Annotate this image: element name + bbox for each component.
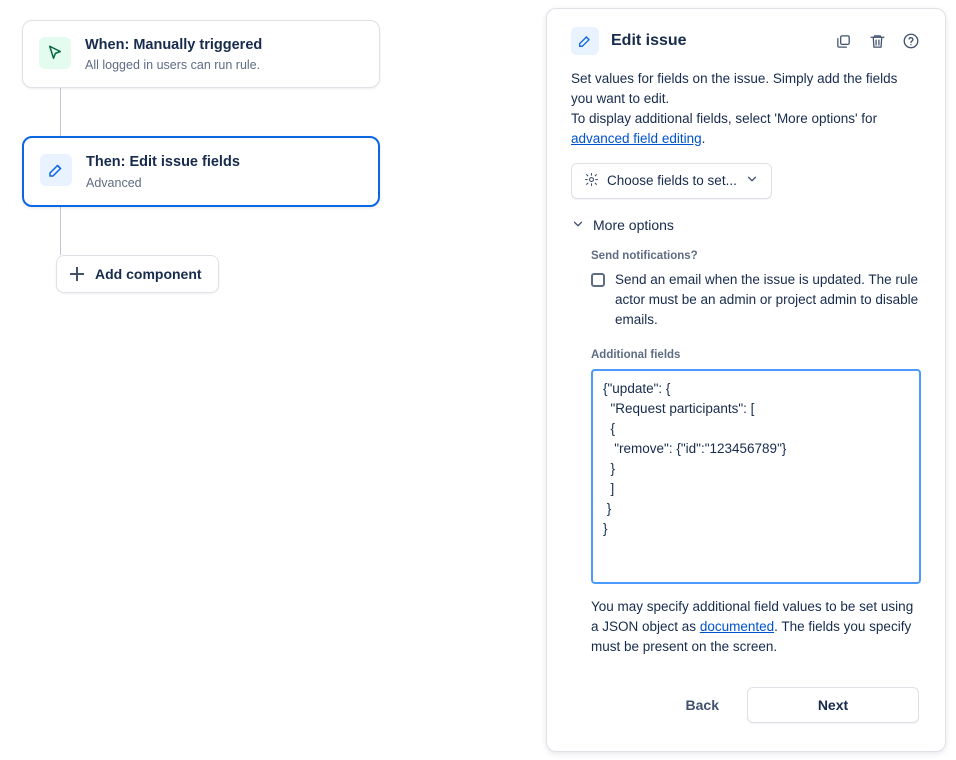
edit-issue-panel bbox=[546, 8, 946, 752]
help-icon[interactable] bbox=[901, 31, 921, 51]
choose-fields-label: Choose fields to set... bbox=[607, 173, 737, 189]
next-button[interactable]: Next bbox=[747, 687, 919, 723]
additional-fields-label: Additional fields bbox=[591, 348, 681, 361]
trash-icon[interactable] bbox=[867, 31, 887, 51]
rule-node-trigger-subtitle: All logged in users can run rule. bbox=[85, 58, 261, 73]
plus-icon bbox=[69, 266, 85, 282]
cursor-click-icon bbox=[39, 37, 71, 69]
connector-line-2 bbox=[60, 207, 61, 255]
back-button[interactable]: Back bbox=[672, 689, 733, 721]
rule-node-trigger-title: When: Manually triggered bbox=[85, 37, 263, 53]
advanced-field-editing-link[interactable]: advanced field editing bbox=[571, 130, 702, 146]
panel-header bbox=[571, 27, 921, 55]
documented-link[interactable]: documented bbox=[699, 618, 775, 634]
chevron-down-icon bbox=[571, 217, 585, 234]
edit-pencil-icon bbox=[571, 27, 599, 55]
send-notifications-row bbox=[591, 270, 921, 331]
rule-node-action[interactable] bbox=[22, 136, 380, 206]
edit-pencil-icon bbox=[40, 154, 72, 186]
helper-pre: You may specify additional field values to be set using a JSON object as bbox=[591, 598, 914, 634]
helper-post: . The fields you specify must be present on the screen. bbox=[591, 618, 912, 655]
page-title: Edit issue bbox=[611, 32, 687, 49]
more-options-toggle[interactable] bbox=[571, 217, 921, 234]
chevron-down-icon bbox=[745, 172, 759, 189]
rule-node-action-subtitle: Advanced bbox=[86, 175, 142, 190]
panel-footer bbox=[591, 687, 921, 723]
rule-node-trigger-text bbox=[85, 35, 262, 73]
more-options-section bbox=[571, 250, 921, 724]
panel-description bbox=[571, 69, 921, 149]
additional-fields-helper bbox=[591, 597, 921, 658]
gear-icon bbox=[584, 172, 599, 190]
add-component-button[interactable] bbox=[56, 255, 219, 293]
additional-fields-input[interactable] bbox=[591, 369, 921, 584]
send-notifications-label: Send notifications? bbox=[591, 249, 698, 262]
panel-header-actions bbox=[833, 31, 921, 51]
send-notifications-text: Send an email when the issue is updated. The rule actor must be an admin or project admin to disable emails. bbox=[615, 271, 919, 328]
choose-fields-dropdown[interactable] bbox=[571, 163, 772, 199]
panel-description-line1: Set values for fields on the issue. Simply add the fields you want to edit. bbox=[571, 71, 898, 106]
rule-node-action-title: Then: Edit issue fields bbox=[86, 154, 240, 171]
send-notifications-checkbox[interactable] bbox=[591, 273, 605, 287]
rule-node-action-text bbox=[86, 152, 240, 190]
connector-line-1 bbox=[60, 88, 61, 136]
add-component-label: Add component bbox=[95, 265, 202, 282]
panel-description-line2-post: . bbox=[701, 130, 706, 146]
rule-node-trigger[interactable] bbox=[22, 20, 380, 88]
duplicate-icon[interactable] bbox=[833, 31, 853, 51]
more-options-label: More options bbox=[593, 217, 674, 234]
panel-description-line2-pre: To display additional fields, select 'More options' for bbox=[571, 110, 878, 126]
